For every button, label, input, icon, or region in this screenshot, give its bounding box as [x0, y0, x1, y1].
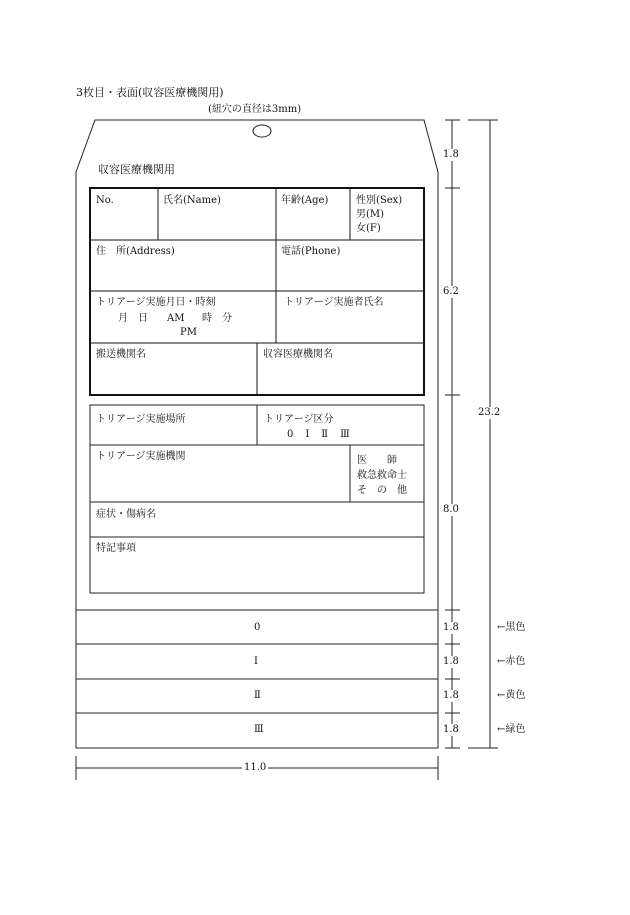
- field-triage-org: トリアージ実施機関: [96, 451, 186, 462]
- field-sex-female: 女(F): [356, 223, 381, 234]
- page-heading: 3枚目・表面(収容医療機関用): [76, 86, 224, 99]
- field-symptoms: 症状・傷病名: [96, 509, 156, 520]
- color-black-label: ←黒色: [497, 622, 526, 633]
- field-sex-male: 男(M): [356, 209, 385, 220]
- field-triage-person: トリアージ実施者氏名: [284, 297, 384, 308]
- field-address: 住 所(Address): [96, 246, 175, 257]
- dim-upper: 6.2: [443, 286, 459, 297]
- field-triage-place: トリアージ実施場所: [96, 414, 186, 425]
- field-triage-category: トリアージ区分: [264, 414, 334, 425]
- field-receiving-org: 収容医療機関名: [263, 349, 333, 360]
- section-title: 収容医療機関用: [98, 163, 175, 176]
- field-name: 氏名(Name): [163, 195, 221, 206]
- dim-band-0: 1.8: [443, 622, 459, 633]
- field-am: AM: [167, 313, 185, 324]
- field-hour-min: 時 分: [202, 313, 232, 324]
- dim-top: 1.8: [443, 149, 459, 160]
- field-transport-org: 搬送機関名: [96, 349, 146, 360]
- field-sex: 性別(Sex): [356, 195, 403, 206]
- band-3-label: Ⅲ: [254, 724, 264, 735]
- field-category-options: 0 Ⅰ Ⅱ Ⅲ: [287, 429, 351, 440]
- dim-band-2: 1.8: [443, 690, 459, 701]
- color-red-label: ←赤色: [497, 656, 526, 667]
- band-0-label: 0: [254, 622, 261, 633]
- dim-width: 11.0: [244, 762, 267, 773]
- field-triage-datetime: トリアージ実施月日・時刻: [96, 297, 216, 308]
- string-hole: [253, 125, 271, 137]
- hole-diameter-note: (紐穴の直径は3mm): [208, 104, 302, 115]
- color-yellow-label: ←黄色: [497, 690, 526, 701]
- band-1-label: Ⅰ: [254, 656, 258, 667]
- field-no: No.: [96, 195, 114, 206]
- dim-band-3: 1.8: [443, 724, 459, 735]
- band-2-label: Ⅱ: [254, 690, 261, 701]
- dim-band-1: 1.8: [443, 656, 459, 667]
- option-other: そ の 他: [357, 485, 407, 496]
- field-notes: 特記事項: [96, 543, 136, 554]
- field-month-day: 月 日: [118, 313, 148, 324]
- field-age: 年齢(Age): [281, 195, 329, 206]
- dim-total: 23.2: [478, 407, 501, 418]
- dim-middle: 8.0: [443, 504, 459, 515]
- field-phone: 電話(Phone): [281, 246, 341, 257]
- option-doctor: 医 師: [357, 455, 397, 466]
- option-paramedic: 救急救命士: [357, 470, 407, 481]
- field-pm: PM: [180, 327, 197, 338]
- color-green-label: ←緑色: [497, 724, 526, 735]
